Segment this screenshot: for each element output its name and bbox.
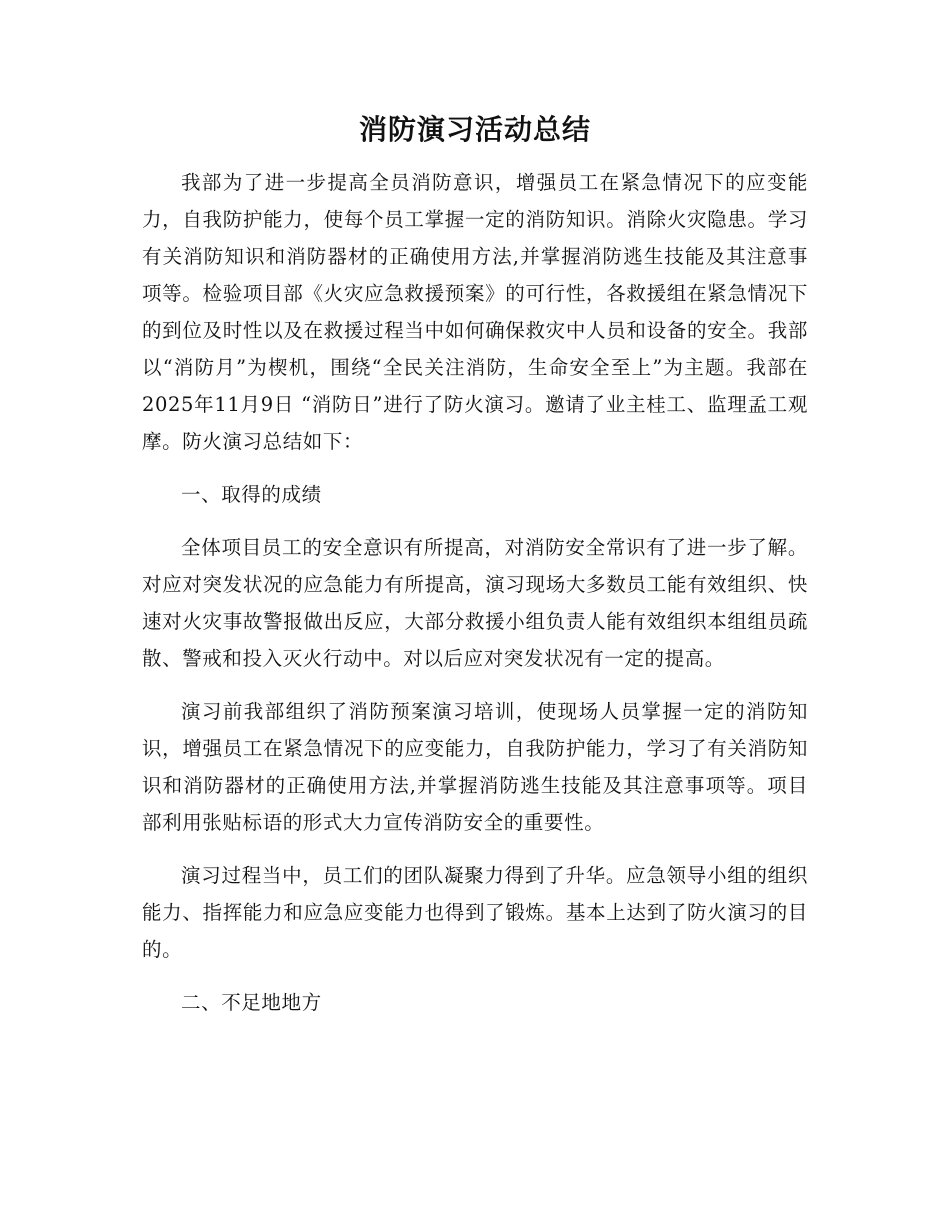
achievements-paragraph-2: 演习前我部组织了消防预案演习培训，使现场人员掌握一定的消防知识，增强员工在紧急情况下的应变能力，自我防护能力，学习了有关消防知识和消防器材的正确使用方法,并掌握消防逃生技能及其注意事项等。项目部利用张贴标语的形式大力宣传消防安全的重要性。 [142,700,808,834]
section-heading-achievements: 一、取得的成绩 [181,483,322,506]
achievements-paragraph-1: 全体项目员工的安全意识有所提高，对消防安全常识有了进一步了解。对应对突发状况的应急能力有所提高，演习现场大多数员工能有效组织、快速对火灾事故警报做出反应，大部分救援小组负责人能有效组织本组组员疏散、警戒和投入灭火行动中。对以后应对突发状况有一定的提高。 [142,536,808,670]
section-heading-shortcomings: 二、不足地地方 [181,991,322,1014]
achievements-paragraph-3: 演习过程当中，员工们的团队凝聚力得到了升华。应急领导小组的组织能力、指挥能力和应急应变能力也得到了锻炼。基本上达到了防火演习的目的。 [142,864,808,961]
intro-paragraph: 我部为了进一步提高全员消防意识，增强员工在紧急情况下的应变能力，自我防护能力，使每个员工掌握一定的消防知识。消除火灾隐患。学习有关消防知识和消防器材的正确使用方法,并掌握消防逃生技能及其注意事项等。检验项目部《火灾应急救援预案》的可行性，各救援组在紧急情况下的到位及时性以及在救援过程当中如何确保救灾中人员和设备的安全。我部以“消防月”为楔机，围绕“全民关注消防，生命安全至上”为主题。我部在2025年11月9日 “消防日”进行了防火演习。邀请了业主桂工、监理孟工观摩。防火演习总结如下： [142,171,808,453]
document-title: 消防演习活动总结 [358,113,591,146]
